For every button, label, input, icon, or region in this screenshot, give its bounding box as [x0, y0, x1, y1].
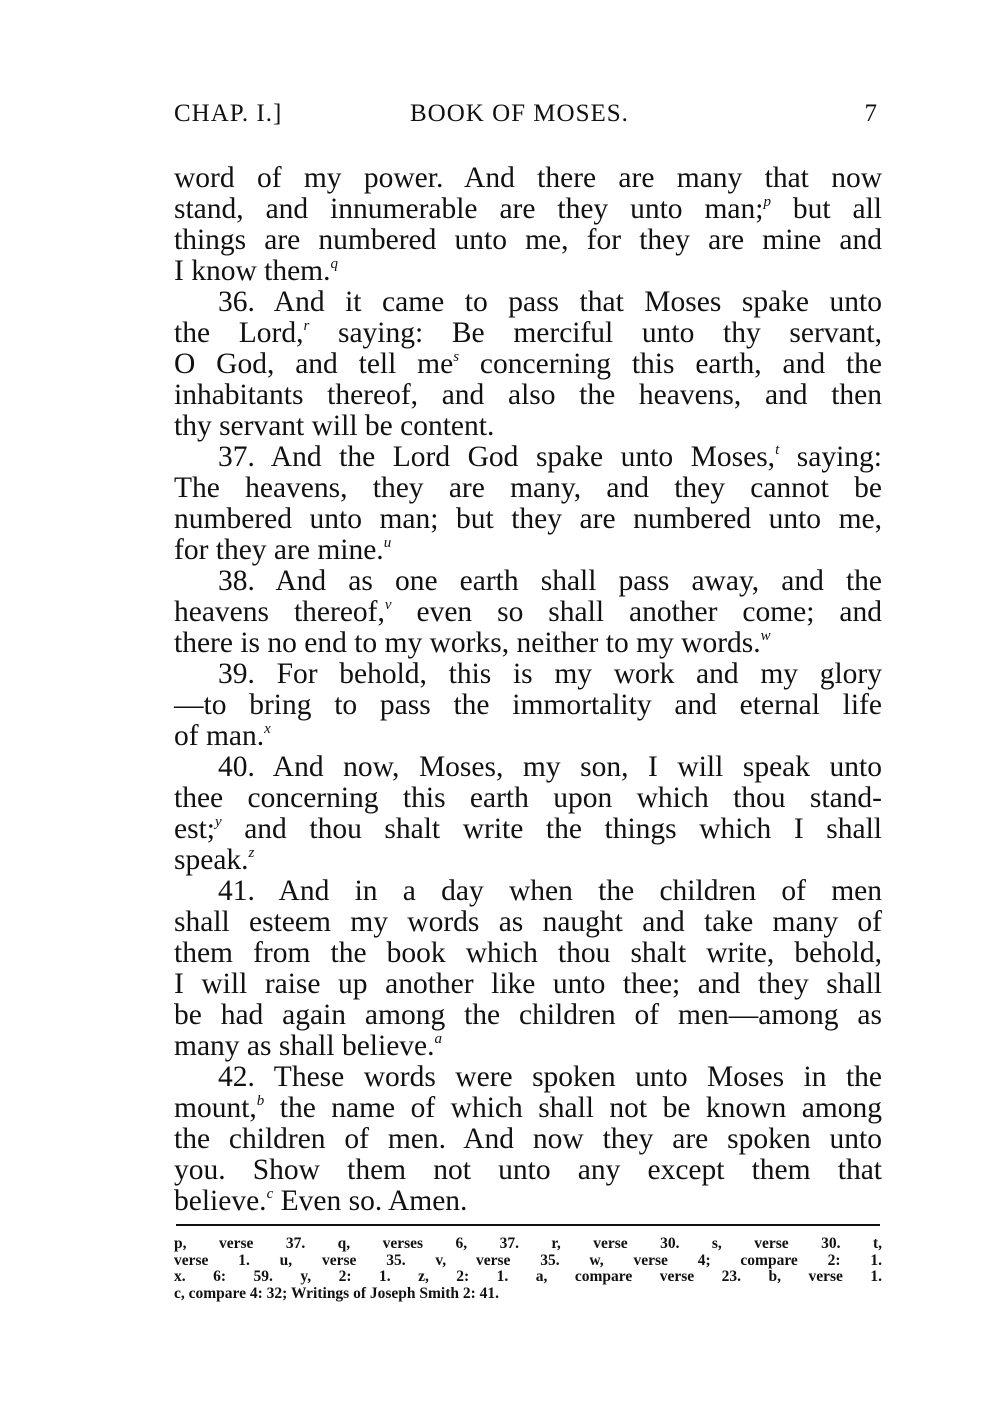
text-segment: even so shall another come; and	[391, 596, 883, 628]
text-segment: saying: Be merciful unto thy servant,	[309, 317, 882, 349]
text-line	[174, 442, 882, 473]
text-segment: of man.	[174, 720, 265, 752]
text-segment: the name of which shall not be known among	[264, 1092, 882, 1124]
text-segment: mount,	[174, 1092, 257, 1124]
text-line	[174, 380, 882, 411]
footnote-marker: v	[384, 597, 392, 613]
text-segment: many as shall believe.	[174, 1030, 435, 1062]
text-segment: the children of men. And now they are spoken unto	[174, 1123, 882, 1155]
text-line	[174, 535, 882, 566]
footnote-marker: r	[303, 318, 310, 334]
text-line	[174, 1031, 882, 1062]
text-line	[174, 752, 882, 783]
text-segment: things are numbered unto me, for they are mine and	[174, 224, 882, 256]
text-segment: believe.	[174, 1185, 267, 1217]
footnote-marker: u	[383, 535, 392, 551]
footnote-marker: a	[434, 1031, 443, 1047]
footnote-line: x. 6: 59. y, 2: 1. z, 2: 1. a, compare verse 23. b, verse 1.	[174, 1268, 882, 1285]
text-segment: O God, and tell me	[174, 348, 454, 380]
text-line	[174, 1062, 882, 1093]
text-line	[174, 907, 882, 938]
text-line	[174, 287, 882, 318]
text-line	[174, 349, 882, 380]
text-segment: est;	[174, 813, 215, 845]
book-title: BOOK OF MOSES.	[410, 100, 629, 127]
text-line	[174, 163, 882, 194]
footnote-marker: s	[453, 349, 460, 365]
text-segment: —to bring to pass the immortality and eternal life	[174, 689, 882, 721]
footnote-marker: x	[264, 721, 271, 737]
text-segment: speak.	[174, 844, 249, 876]
text-segment: stand, and innumerable are they unto man;	[174, 193, 764, 225]
footnote-marker: p	[763, 194, 771, 210]
text-line	[174, 845, 882, 876]
footnote-line: verse 1. u, verse 35. v, verse 35. w, verse 4; compare 2: 1.	[174, 1251, 882, 1269]
text-segment: 38. And as one earth shall pass away, and the	[218, 565, 882, 597]
text-segment: there is no end to my works, neither to my words.	[174, 627, 761, 659]
text-segment: I will raise up another like unto thee; and they shall	[174, 968, 882, 1000]
text-segment: 42. These words were spoken unto Moses in the	[218, 1061, 882, 1093]
text-line	[174, 256, 882, 287]
footnote-marker: b	[256, 1093, 265, 1109]
text-line	[174, 566, 882, 597]
footnote-divider	[176, 1224, 880, 1226]
footnote-marker: z	[248, 845, 255, 861]
text-segment: 40. And now, Moses, my son, I will speak unto	[218, 751, 882, 783]
running-header	[174, 100, 880, 140]
text-line	[174, 411, 882, 442]
text-line	[174, 659, 882, 690]
page-number: 7	[864, 100, 878, 127]
text-segment: numbered unto man; but they are numbered unto me,	[174, 503, 882, 535]
footnote-line: c, compare 4: 32; Writings of Joseph Smith 2: 41.	[174, 1284, 500, 1302]
text-line	[174, 504, 882, 535]
text-segment: 39. For behold, this is my work and my glory	[218, 658, 882, 690]
text-segment: Even so. Amen.	[273, 1185, 468, 1217]
text-segment: inhabitants thereof, and also the heavens, and then	[174, 379, 882, 411]
text-line	[174, 1093, 882, 1124]
text-segment: be had again among the children of men—among as	[174, 999, 882, 1031]
text-segment: I know them.	[174, 255, 331, 287]
text-line	[174, 938, 882, 969]
text-segment: saying:	[779, 441, 882, 473]
text-segment: shall esteem my words as naught and take many of	[174, 906, 882, 938]
text-line	[174, 814, 882, 845]
footnote-marker: q	[330, 256, 338, 272]
text-line	[174, 876, 882, 907]
scripture-text	[174, 163, 882, 1217]
text-line	[174, 721, 882, 752]
text-line	[174, 783, 882, 814]
footnote-marker: t	[775, 442, 780, 458]
text-line	[174, 194, 882, 225]
text-line	[174, 1155, 882, 1186]
text-segment: heavens thereof,	[174, 596, 385, 628]
text-line	[174, 225, 882, 256]
text-line	[174, 690, 882, 721]
footnote-marker: w	[760, 628, 771, 644]
footnote-line: p, verse 37. q, verses 6, 37. r, verse 30. s, verse 30. t,	[174, 1235, 882, 1252]
chapter-heading: CHAP. I.]	[174, 100, 283, 127]
text-line	[174, 597, 882, 628]
text-segment: but all	[770, 193, 882, 225]
text-segment: for they are mine.	[174, 534, 384, 566]
text-segment: word of my power. And there are many that now	[174, 162, 882, 194]
text-line	[174, 1000, 882, 1031]
text-segment: concerning this earth, and the	[459, 348, 882, 380]
text-segment: 36. And it came to pass that Moses spake unto	[218, 286, 882, 318]
text-line	[174, 1186, 882, 1217]
text-line	[174, 318, 882, 349]
text-line	[174, 1124, 882, 1155]
text-segment: The heavens, they are many, and they cannot be	[174, 472, 882, 504]
text-segment: the Lord,	[174, 317, 304, 349]
text-segment: them from the book which thou shalt write, behold,	[174, 937, 882, 969]
text-segment: 41. And in a day when the children of men	[218, 875, 882, 907]
text-line	[174, 628, 882, 659]
text-segment: 37. And the Lord God spake unto Moses,	[218, 441, 776, 473]
text-line	[174, 473, 882, 504]
text-segment: and thou shalt write the things which I shall	[221, 813, 882, 845]
footnote-marker: c	[266, 1186, 274, 1202]
text-segment: thy servant will be content.	[174, 410, 495, 442]
footnote-marker: y	[214, 814, 222, 830]
text-segment: you. Show them not unto any except them that	[174, 1154, 882, 1186]
text-segment: thee concerning this earth upon which thou stand-	[174, 782, 882, 814]
footnotes	[174, 1236, 882, 1302]
text-line	[174, 969, 882, 1000]
